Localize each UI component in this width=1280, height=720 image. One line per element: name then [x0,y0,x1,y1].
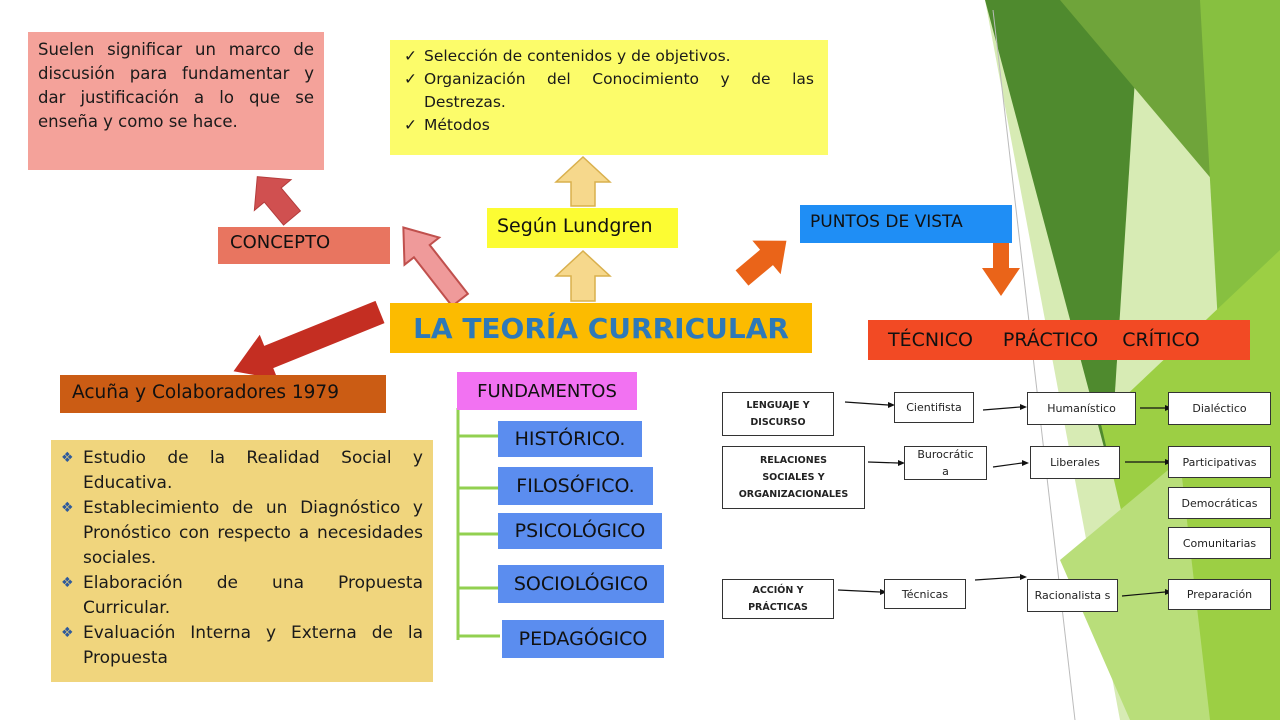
cell-liberales: Liberales [1030,446,1120,479]
acuna-label: Acuña y Colaboradores 1979 [60,375,386,413]
lundgren-item: ✓ Selección de contenidos y de objetivos. [400,45,814,68]
lundgren-item: ✓ Organización del Conocimiento y de las Destrezas. [404,70,814,111]
fundamento-pedagogico: PEDAGÓGICO [502,620,664,658]
cell-democraticas: Democráticas [1168,487,1271,519]
cell-cientifista: Cientifista [894,392,974,423]
cell-preparacion: Preparación [1168,579,1271,610]
cell-tecnicas: Técnicas [884,579,966,609]
fundamento-psicologico: PSICOLÓGICO [498,513,662,549]
diamond-bullet-icon: ❖ [61,625,74,641]
arrow-icon [556,157,610,206]
acuna-list-box [51,440,433,682]
critico-label: CRÍTICO [1122,329,1200,351]
perspectives-header [868,320,1250,360]
fundamentos-label: FUNDAMENTOS [457,372,637,410]
row-header-accion: ACCIÓN Y PRÁCTICAS [722,579,834,619]
arrow-icon [239,161,310,233]
acuna-item: ❖ Estudio de la Realidad Social y Educativa. [61,448,423,493]
fundamento-historico: HISTÓRICO. [498,421,642,457]
cell-participativas: Participativas [1168,446,1271,478]
diamond-bullet-icon: ❖ [61,450,74,466]
segun-lundgren-label: Según Lundgren [487,208,678,248]
row-header-lenguaje: LENGUAJE Y DISCURSO [722,392,834,436]
diamond-bullet-icon: ❖ [61,500,74,516]
arrow-icon [386,214,477,314]
tecnico-label: TÉCNICO [888,329,973,351]
cell-racionalistas: Racionalista s [1027,579,1118,612]
arrow-icon [556,251,610,301]
fundamentos-connector [458,408,500,640]
check-icon: ✓ [404,70,417,88]
main-title: LA TEORÍA CURRICULAR [390,303,812,353]
check-icon: ✓ [404,47,417,65]
diamond-bullet-icon: ❖ [61,575,74,591]
lundgren-item: ✓ Métodos [400,114,814,137]
arrow-icon [728,224,801,295]
concepto-definition-text: Suelen significar un marco de discusión para fundamentar y dar justificación a lo que se enseña y como se hace. [38,40,314,131]
cell-comunitarias: Comunitarias [1168,527,1271,559]
fundamento-filosofico: FILOSÓFICO. [498,467,653,505]
cell-humanistico: Humanístico [1027,392,1136,425]
concepto-label: CONCEPTO [218,227,390,264]
puntos-de-vista-label: PUNTOS DE VISTA [800,205,1012,243]
acuna-item: ❖ Elaboración de una Propuesta Curricular. [61,573,423,618]
fundamento-sociologico: SOCIOLÓGICO [498,565,664,603]
cell-burocratica: Burocrátic a [904,446,987,480]
row-header-relaciones: RELACIONES SOCIALES Y ORGANIZACIONALES [722,446,865,509]
cell-dialectico: Dialéctico [1168,392,1271,425]
check-icon: ✓ [404,116,417,134]
practico-label: PRÁCTICO [1002,329,1099,351]
acuna-item: ❖ Establecimiento de un Diagnóstico y Pronóstico con respecto a necesidades sociales. [61,498,423,568]
acuna-item: ❖ Evaluación Interna y Externa de la Propuesta [61,623,423,668]
